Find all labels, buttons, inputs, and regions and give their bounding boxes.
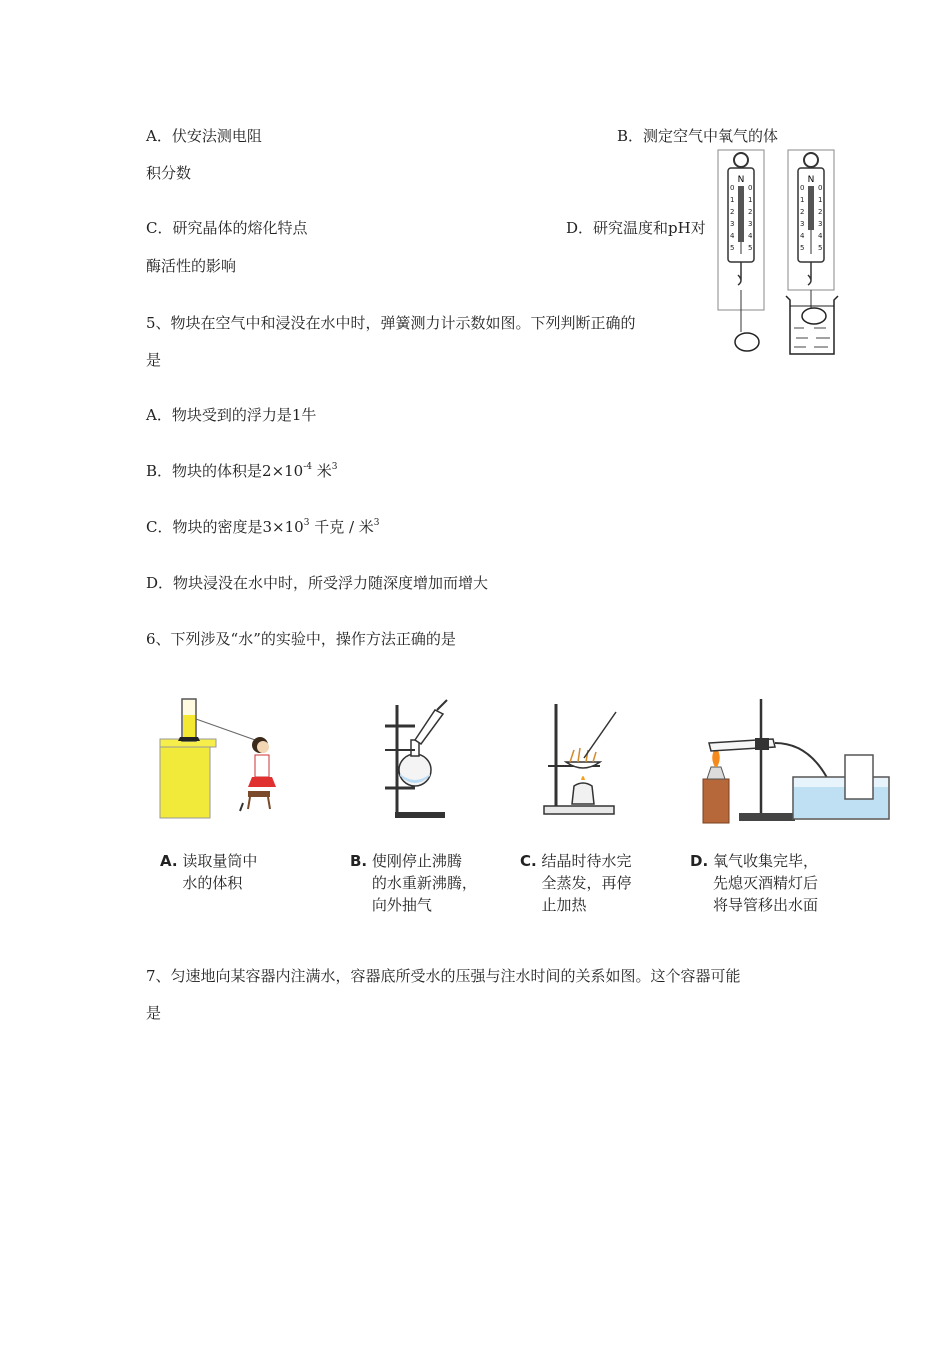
q5-stem: 5、物块在空气中和浸没在水中时，弹簧测力计示数如图。下列判断正确的 bbox=[146, 314, 636, 332]
q5-option-b bbox=[146, 461, 338, 481]
caption-c-text: 结晶时待水完 全蒸发，再停 止加热 bbox=[541, 852, 632, 914]
q4-option-b-cont: 积分数 bbox=[146, 164, 192, 182]
scale2-tick-4: 4 bbox=[800, 232, 805, 240]
figure-d-oxygen bbox=[695, 695, 895, 825]
figure-b-flask bbox=[375, 700, 465, 825]
caption-a-text: 读取量筒中 水的体积 bbox=[182, 852, 258, 892]
q4-option-d: D．研究温度和pH对 bbox=[566, 219, 706, 237]
scale1-tick-r4: 4 bbox=[748, 232, 753, 240]
q5-b-unit: 米 bbox=[312, 462, 332, 480]
q4-option-a: A．伏安法测电阻 bbox=[146, 127, 262, 145]
scale2-tick-r2: 2 bbox=[818, 208, 823, 216]
scale2-tick-5: 5 bbox=[800, 244, 805, 252]
caption-c bbox=[520, 850, 632, 916]
scale1-tick-r0: 0 bbox=[748, 184, 753, 192]
q5-option-a: A．物块受到的浮力是1牛 bbox=[146, 406, 317, 424]
caption-a-letter: A. bbox=[160, 852, 178, 870]
scale1-tick-r2: 2 bbox=[748, 208, 753, 216]
q6-stem: 6、下列涉及“水”的实验中，操作方法正确的是 bbox=[146, 630, 456, 648]
q5-c-unit-exponent: 3 bbox=[373, 518, 380, 528]
q5-c-unit: 千克 / 米 bbox=[309, 518, 374, 536]
caption-d-letter: D. bbox=[690, 852, 709, 870]
caption-a bbox=[160, 850, 257, 894]
scale2-tick-0: 0 bbox=[800, 184, 805, 192]
q5-b-unit-exponent: 3 bbox=[331, 462, 338, 472]
q5-stem-cont: 是 bbox=[146, 351, 162, 369]
scale2-tick-1: 1 bbox=[800, 196, 805, 204]
caption-b-text: 使刚停止沸腾 的水重新沸腾， 向外抽气 bbox=[371, 852, 477, 914]
caption-b bbox=[350, 850, 477, 916]
scale2-tick-r1: 1 bbox=[818, 196, 823, 204]
q4-option-b: B．测定空气中氧气的体 bbox=[617, 127, 779, 145]
scale2-tick-r3: 3 bbox=[818, 220, 823, 228]
q7-stem-cont: 是 bbox=[146, 1004, 162, 1022]
scale1-n-label: N bbox=[737, 175, 745, 185]
scale1-tick-1: 1 bbox=[730, 196, 735, 204]
scale1-tick-r1: 1 bbox=[748, 196, 753, 204]
caption-d bbox=[690, 850, 818, 916]
scale2-tick-r5: 5 bbox=[818, 244, 823, 252]
caption-c-letter: C. bbox=[520, 852, 537, 870]
scale1-tick-4: 4 bbox=[730, 232, 735, 240]
scale2-tick-2: 2 bbox=[800, 208, 805, 216]
scale1-tick-3: 3 bbox=[730, 220, 735, 228]
scale2-n-label: N bbox=[807, 175, 815, 185]
spring-scale-figure bbox=[718, 150, 838, 360]
scale1-tick-r5: 5 bbox=[748, 244, 753, 252]
q4-option-d-cont: 酶活性的影响 bbox=[146, 257, 237, 275]
caption-b-letter: B. bbox=[350, 852, 368, 870]
scale2-tick-r0: 0 bbox=[818, 184, 823, 192]
q5-c-exponent: 3 bbox=[303, 518, 310, 528]
figure-a-cylinder bbox=[160, 695, 285, 825]
scale1-tick-r3: 3 bbox=[748, 220, 753, 228]
q7-stem: 7、匀速地向某容器内注满水，容器底所受水的压强与注水时间的关系如图。这个容器可能 bbox=[146, 967, 741, 985]
q5-option-c bbox=[146, 517, 380, 537]
q5-b-text: B．物块的体积是2×10 bbox=[146, 462, 304, 480]
scale1-tick-5: 5 bbox=[730, 244, 735, 252]
scale1-tick-2: 2 bbox=[730, 208, 735, 216]
q5-b-exponent: -4 bbox=[303, 462, 313, 472]
figure-c-evaporation bbox=[538, 700, 628, 825]
q5-option-d: D．物块浸没在水中时，所受浮力随深度增加而增大 bbox=[146, 574, 489, 592]
q5-c-text: C．物块的密度是3×10 bbox=[146, 518, 304, 536]
scale2-tick-3: 3 bbox=[800, 220, 805, 228]
caption-d-text: 氧气收集完毕， 先熄灭酒精灯后 将导管移出水面 bbox=[712, 852, 818, 914]
scale2-tick-r4: 4 bbox=[818, 232, 823, 240]
scale1-tick-0: 0 bbox=[730, 184, 735, 192]
q4-option-c: C．研究晶体的熔化特点 bbox=[146, 219, 308, 237]
